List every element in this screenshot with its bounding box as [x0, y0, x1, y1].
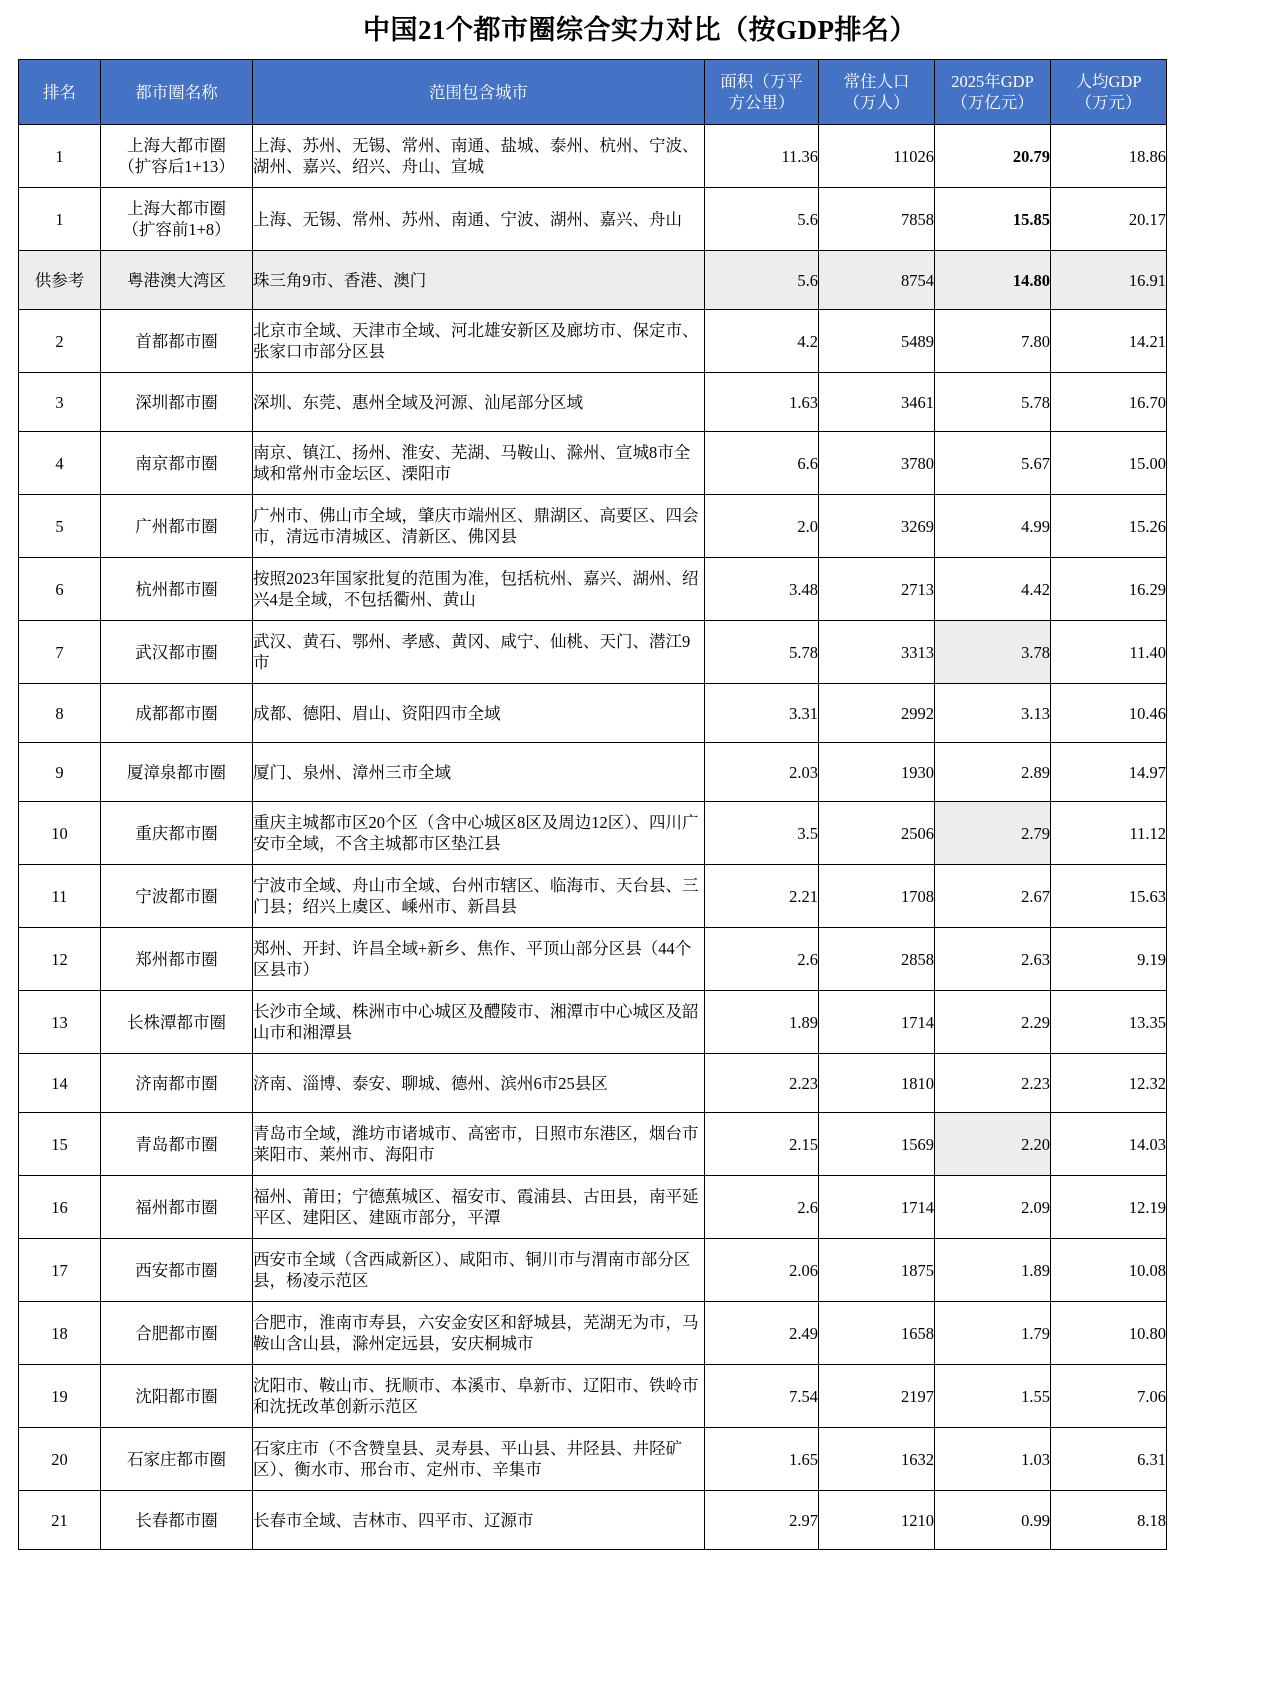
cell-scope-cities: 厦门、泉州、漳州三市全域: [253, 743, 705, 802]
table-header: [19, 60, 1167, 125]
cell-per-capita-gdp: 10.46: [1051, 684, 1167, 743]
cell-scope-cities: 珠三角9市、香港、澳门: [253, 251, 705, 310]
cell-per-capita-gdp: 13.35: [1051, 991, 1167, 1054]
cell-metro-name: 长株潭都市圈: [101, 991, 253, 1054]
table-row: [19, 1365, 1167, 1428]
cell-gdp: 4.99: [935, 495, 1051, 558]
cell-population: 2506: [819, 802, 935, 865]
cell-population: 3461: [819, 373, 935, 432]
table-row: [19, 1491, 1167, 1550]
cell-rank: 11: [19, 865, 101, 928]
cell-population: 3780: [819, 432, 935, 495]
table-row: [19, 621, 1167, 684]
cell-per-capita-gdp: 14.97: [1051, 743, 1167, 802]
column-header-per-capita-gdp-line1: 人均GDP: [1075, 71, 1142, 91]
cell-area: 7.54: [705, 1365, 819, 1428]
table-row: [19, 1239, 1167, 1302]
cell-metro-name: 青岛都市圈: [101, 1113, 253, 1176]
cell-area: 2.0: [705, 495, 819, 558]
table-row: [19, 865, 1167, 928]
table-row: [19, 310, 1167, 373]
cell-rank: 7: [19, 621, 101, 684]
cell-metro-name: 石家庄都市圈: [101, 1428, 253, 1491]
column-header-rank-line1: 排名: [43, 82, 76, 102]
cell-scope-cities: 宁波市全域、舟山市全域、台州市辖区、临海市、天台县、三门县；绍兴上虞区、嵊州市、新昌县: [253, 865, 705, 928]
cell-rank: 16: [19, 1176, 101, 1239]
column-header-name: [101, 60, 253, 125]
cell-rank: 1: [19, 125, 101, 188]
table-row: [19, 991, 1167, 1054]
column-header-population: [819, 60, 935, 125]
cell-gdp: 2.79: [935, 802, 1051, 865]
table-row: [19, 928, 1167, 991]
cell-gdp: 1.89: [935, 1239, 1051, 1302]
column-header-scope-line1: 范围包含城市: [429, 82, 528, 102]
cell-population: 8754: [819, 251, 935, 310]
cell-population: 11026: [819, 125, 935, 188]
cell-scope-cities: 沈阳市、鞍山市、抚顺市、本溪市、阜新市、辽阳市、铁岭市和沈抚改革创新示范区: [253, 1365, 705, 1428]
cell-rank: 17: [19, 1239, 101, 1302]
cell-gdp: 2.29: [935, 991, 1051, 1054]
cell-population: 2858: [819, 928, 935, 991]
cell-rank: 20: [19, 1428, 101, 1491]
cell-area: 6.6: [705, 432, 819, 495]
cell-per-capita-gdp: 15.00: [1051, 432, 1167, 495]
cell-rank: 15: [19, 1113, 101, 1176]
cell-per-capita-gdp: 12.32: [1051, 1054, 1167, 1113]
cell-metro-name: 首都都市圈: [101, 310, 253, 373]
cell-population: 1708: [819, 865, 935, 928]
cell-scope-cities: 成都、德阳、眉山、资阳四市全域: [253, 684, 705, 743]
cell-rank: 19: [19, 1365, 101, 1428]
cell-area: 3.48: [705, 558, 819, 621]
cell-per-capita-gdp: 6.31: [1051, 1428, 1167, 1491]
cell-metro-name: 南京都市圈: [101, 432, 253, 495]
table-row: [19, 373, 1167, 432]
cell-scope-cities: 合肥市，淮南市寿县，六安金安区和舒城县，芜湖无为市，马鞍山含山县，滁州定远县，安庆桐城市: [253, 1302, 705, 1365]
cell-rank: 8: [19, 684, 101, 743]
cell-area: 2.49: [705, 1302, 819, 1365]
cell-population: 1658: [819, 1302, 935, 1365]
cell-per-capita-gdp: 9.19: [1051, 928, 1167, 991]
table-row: [19, 1302, 1167, 1365]
cell-area: 4.2: [705, 310, 819, 373]
cell-scope-cities: 重庆主城都市区20个区（含中心城区8区及周边12区）、四川广安市全域，不含主城都市区垫江县: [253, 802, 705, 865]
cell-population: 2713: [819, 558, 935, 621]
cell-per-capita-gdp: 8.18: [1051, 1491, 1167, 1550]
cell-area: 1.65: [705, 1428, 819, 1491]
cell-metro-name: 杭州都市圈: [101, 558, 253, 621]
cell-scope-cities: 武汉、黄石、鄂州、孝感、黄冈、咸宁、仙桃、天门、潜江9市: [253, 621, 705, 684]
cell-population: 1569: [819, 1113, 935, 1176]
column-header-gdp-line1: 2025年GDP: [951, 71, 1034, 91]
cell-metro-name: 上海大都市圈 （扩容后1+13）: [101, 125, 253, 188]
cell-gdp: 5.78: [935, 373, 1051, 432]
cell-area: 3.5: [705, 802, 819, 865]
table-row: [19, 1176, 1167, 1239]
cell-metro-name: 长春都市圈: [101, 1491, 253, 1550]
cell-scope-cities: 石家庄市（不含赞皇县、灵寿县、平山县、井陉县、井陉矿区）、衡水市、邢台市、定州市、辛集市: [253, 1428, 705, 1491]
cell-scope-cities: 按照2023年国家批复的范围为准，包括杭州、嘉兴、湖州、绍兴4是全域，不包括衢州、黄山: [253, 558, 705, 621]
cell-rank: 4: [19, 432, 101, 495]
cell-per-capita-gdp: 14.21: [1051, 310, 1167, 373]
cell-metro-name: 合肥都市圈: [101, 1302, 253, 1365]
cell-area: 1.63: [705, 373, 819, 432]
cell-scope-cities: 长沙市全域、株洲市中心城区及醴陵市、湘潭市中心城区及韶山市和湘潭县: [253, 991, 705, 1054]
cell-rank: 18: [19, 1302, 101, 1365]
cell-metro-name: 西安都市圈: [101, 1239, 253, 1302]
cell-population: 1810: [819, 1054, 935, 1113]
cell-area: 2.03: [705, 743, 819, 802]
cell-area: 2.6: [705, 1176, 819, 1239]
cell-metro-name: 厦漳泉都市圈: [101, 743, 253, 802]
table-row: [19, 432, 1167, 495]
cell-gdp: 2.20: [935, 1113, 1051, 1176]
cell-area: 2.15: [705, 1113, 819, 1176]
cell-per-capita-gdp: 20.17: [1051, 188, 1167, 251]
cell-gdp: 1.79: [935, 1302, 1051, 1365]
cell-gdp: 4.42: [935, 558, 1051, 621]
cell-scope-cities: 长春市全域、吉林市、四平市、辽源市: [253, 1491, 705, 1550]
cell-metro-name: 福州都市圈: [101, 1176, 253, 1239]
cell-gdp: 2.63: [935, 928, 1051, 991]
cell-per-capita-gdp: 10.80: [1051, 1302, 1167, 1365]
cell-metro-name: 上海大都市圈 （扩容前1+8）: [101, 188, 253, 251]
cell-gdp: 2.09: [935, 1176, 1051, 1239]
cell-scope-cities: 济南、淄博、泰安、聊城、德州、滨州6市25县区: [253, 1054, 705, 1113]
cell-metro-name: 成都都市圈: [101, 684, 253, 743]
cell-gdp: 2.67: [935, 865, 1051, 928]
cell-per-capita-gdp: 10.08: [1051, 1239, 1167, 1302]
cell-metro-name: 广州都市圈: [101, 495, 253, 558]
cell-per-capita-gdp: 11.12: [1051, 802, 1167, 865]
cell-scope-cities: 郑州、开封、许昌全域+新乡、焦作、平顶山部分区县（44个区县市）: [253, 928, 705, 991]
table-row: [19, 188, 1167, 251]
cell-scope-cities: 青岛市全域，潍坊市诸城市、高密市，日照市东港区，烟台市莱阳市、莱州市、海阳市: [253, 1113, 705, 1176]
cell-per-capita-gdp: 7.06: [1051, 1365, 1167, 1428]
table-row: [19, 558, 1167, 621]
cell-gdp: 14.80: [935, 251, 1051, 310]
cell-area: 2.06: [705, 1239, 819, 1302]
cell-area: 2.23: [705, 1054, 819, 1113]
cell-area: 2.6: [705, 928, 819, 991]
cell-per-capita-gdp: 16.70: [1051, 373, 1167, 432]
cell-population: 1930: [819, 743, 935, 802]
cell-scope-cities: 北京市全域、天津市全域、河北雄安新区及廊坊市、保定市、张家口市部分区县: [253, 310, 705, 373]
cell-metro-name: 深圳都市圈: [101, 373, 253, 432]
column-header-area-line1: 面积（万平: [720, 71, 803, 91]
cell-rank: 1: [19, 188, 101, 251]
cell-gdp: 3.13: [935, 684, 1051, 743]
cell-rank: 9: [19, 743, 101, 802]
cell-metro-name: 宁波都市圈: [101, 865, 253, 928]
table-row: [19, 125, 1167, 188]
column-header-gdp-line2: （万亿元）: [951, 93, 1034, 113]
cell-rank: 14: [19, 1054, 101, 1113]
cell-scope-cities: 南京、镇江、扬州、淮安、芜湖、马鞍山、滁州、宣城8市全域和常州市金坛区、溧阳市: [253, 432, 705, 495]
column-header-per-capita-gdp-line2: （万元）: [1075, 93, 1142, 113]
cell-rank: 3: [19, 373, 101, 432]
cell-scope-cities: 深圳、东莞、惠州全域及河源、汕尾部分区域: [253, 373, 705, 432]
cell-population: 5489: [819, 310, 935, 373]
column-header-rank: [19, 60, 101, 125]
cell-gdp: 1.55: [935, 1365, 1051, 1428]
page-title: 中国21个都市圈综合实力对比（按GDP排名）: [363, 15, 917, 45]
cell-gdp: 5.67: [935, 432, 1051, 495]
cell-area: 2.21: [705, 865, 819, 928]
table-row: [19, 1113, 1167, 1176]
cell-rank: 10: [19, 802, 101, 865]
cell-scope-cities: 福州、莆田；宁德蕉城区、福安市、霞浦县、古田县，南平延平区、建阳区、建瓯市部分，平潭: [253, 1176, 705, 1239]
cell-metro-name: 郑州都市圈: [101, 928, 253, 991]
cell-gdp: 20.79: [935, 125, 1051, 188]
table-row: [19, 495, 1167, 558]
cell-gdp: 1.03: [935, 1428, 1051, 1491]
cell-rank: 13: [19, 991, 101, 1054]
cell-population: 2992: [819, 684, 935, 743]
column-header-per-capita-gdp: [1051, 60, 1167, 125]
cell-metro-name: 重庆都市圈: [101, 802, 253, 865]
cell-population: 1714: [819, 991, 935, 1054]
table-row: [19, 1054, 1167, 1113]
cell-metro-name: 粤港澳大湾区: [101, 251, 253, 310]
cell-per-capita-gdp: 18.86: [1051, 125, 1167, 188]
table-row: [19, 802, 1167, 865]
cell-per-capita-gdp: 16.29: [1051, 558, 1167, 621]
cell-gdp: 7.80: [935, 310, 1051, 373]
cell-gdp: 0.99: [935, 1491, 1051, 1550]
cell-scope-cities: 西安市全域（含西咸新区）、咸阳市、铜川市与渭南市部分区县，杨凌示范区: [253, 1239, 705, 1302]
cell-area: 2.97: [705, 1491, 819, 1550]
cell-area: 5.78: [705, 621, 819, 684]
cell-per-capita-gdp: 15.63: [1051, 865, 1167, 928]
cell-per-capita-gdp: 11.40: [1051, 621, 1167, 684]
cell-population: 3313: [819, 621, 935, 684]
cell-population: 1714: [819, 1176, 935, 1239]
cell-area: 3.31: [705, 684, 819, 743]
column-header-area: [705, 60, 819, 125]
column-header-population-line2: （万人）: [843, 93, 910, 113]
metro-area-comparison-table: [18, 59, 1167, 1550]
cell-rank: 21: [19, 1491, 101, 1550]
cell-metro-name: 武汉都市圈: [101, 621, 253, 684]
table-row: [19, 251, 1167, 310]
cell-area: 11.36: [705, 125, 819, 188]
cell-per-capita-gdp: 16.91: [1051, 251, 1167, 310]
cell-scope-cities: 上海、苏州、无锡、常州、南通、盐城、泰州、杭州、宁波、湖州、嘉兴、绍兴、舟山、宣城: [253, 125, 705, 188]
column-header-name-line1: 都市圈名称: [135, 82, 218, 102]
cell-population: 7858: [819, 188, 935, 251]
cell-gdp: 2.89: [935, 743, 1051, 802]
table-header-row: [19, 60, 1167, 125]
column-header-scope: [253, 60, 705, 125]
cell-scope-cities: 广州市、佛山市全域，肇庆市端州区、鼎湖区、高要区、四会市，清远市清城区、清新区、佛冈县: [253, 495, 705, 558]
cell-population: 1632: [819, 1428, 935, 1491]
table-row: [19, 743, 1167, 802]
cell-area: 5.6: [705, 188, 819, 251]
cell-area: 1.89: [705, 991, 819, 1054]
cell-gdp: 15.85: [935, 188, 1051, 251]
cell-per-capita-gdp: 12.19: [1051, 1176, 1167, 1239]
cell-population: 1210: [819, 1491, 935, 1550]
cell-population: 1875: [819, 1239, 935, 1302]
column-header-population-line1: 常住人口: [843, 71, 910, 91]
cell-rank: 供参考: [19, 251, 101, 310]
cell-rank: 2: [19, 310, 101, 373]
cell-per-capita-gdp: 15.26: [1051, 495, 1167, 558]
cell-per-capita-gdp: 14.03: [1051, 1113, 1167, 1176]
cell-scope-cities: 上海、无锡、常州、苏州、南通、宁波、湖州、嘉兴、舟山: [253, 188, 705, 251]
cell-metro-name: 济南都市圈: [101, 1054, 253, 1113]
cell-metro-name: 沈阳都市圈: [101, 1365, 253, 1428]
cell-gdp: 2.23: [935, 1054, 1051, 1113]
cell-rank: 12: [19, 928, 101, 991]
table-row: [19, 1428, 1167, 1491]
cell-area: 5.6: [705, 251, 819, 310]
cell-population: 3269: [819, 495, 935, 558]
cell-population: 2197: [819, 1365, 935, 1428]
column-header-area-line2: 方公里）: [728, 93, 795, 113]
cell-rank: 5: [19, 495, 101, 558]
table-row: [19, 684, 1167, 743]
cell-rank: 6: [19, 558, 101, 621]
column-header-gdp: [935, 60, 1051, 125]
table-body: [19, 125, 1167, 1550]
cell-gdp: 3.78: [935, 621, 1051, 684]
